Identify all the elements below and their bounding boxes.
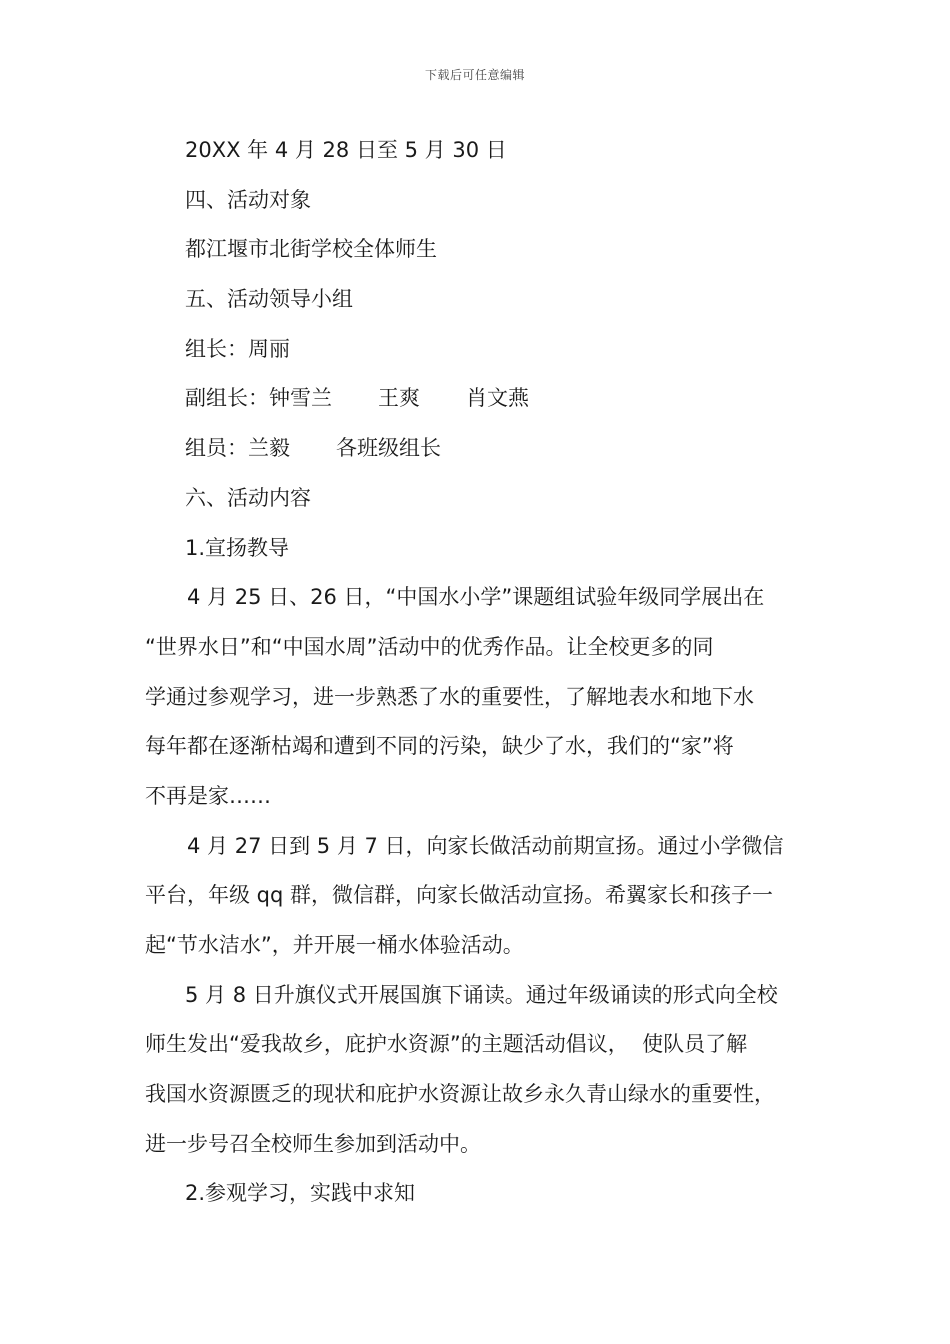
deputy-2: 王爽 [378, 386, 420, 411]
para1-line: 不再是家…… [145, 783, 271, 808]
section4-body: 都江堰市北街学校全体师生 [185, 237, 437, 262]
section4-title: 四、活动对象 [185, 187, 311, 212]
para1-line: 4 月 25 日、26 日，“中国水小学”课题组试验年级同学展出在 [187, 585, 765, 610]
deputy-line [145, 374, 810, 424]
para3-line: 进一步号召全校师生参加到活动中。 [145, 1131, 481, 1156]
para3-line: 5 月 8 日升旗仪式开展国旗下诵读。通过年级诵读的形式向全校 [185, 982, 778, 1007]
para3-line: 我国水资源匮乏的现状和庇护水资源让故乡永久青山绿水的重要性， [145, 1082, 775, 1107]
para1-line: 每年都在逐渐枯竭和遭到不同的污染，缺少了水，我们的“家”将 [145, 734, 734, 759]
item1-title: 1.宣扬教导 [185, 535, 290, 560]
deputy-label: 副组长：钟雪兰 [185, 386, 332, 411]
para2-line: 起“节水洁水”，并开展一桶水体验活动。 [145, 933, 524, 957]
members-2: 各班级组长 [336, 436, 441, 461]
date-range: 20XX 年 4 月 28 日至 5 月 30 日 [185, 138, 507, 162]
para2-line: 平台，年级 qq 群，微信群，向家长做活动宣扬。希翼家长和孩子一 [145, 883, 774, 908]
members-label: 组员：兰毅 [185, 436, 290, 461]
leader-line: 组长：周丽 [185, 336, 290, 361]
para2-line: 4 月 27 日到 5 月 7 日，向家长做活动前期宣扬。通过小学微信 [187, 833, 784, 858]
para3-line: 师生发出“爱我故乡，庇护水资源”的主题活动倡议， 使队员了解 [145, 1032, 748, 1057]
para1-line: 学通过参观学习，进一步熟悉了水的重要性，了解地表水和地下水 [145, 684, 754, 709]
header-note: 下载后可任意编辑 [424, 68, 525, 82]
members-line [145, 424, 810, 474]
deputy-3: 肖文燕 [466, 386, 529, 411]
para1-line: “世界水日”和“中国水周”活动中的优秀作品。让全校更多的同 [145, 634, 714, 659]
item2-title: 2.参观学习，实践中求知 [185, 1181, 416, 1206]
document-body [145, 126, 810, 1219]
section5-title: 五、活动领导小组 [185, 287, 353, 312]
section6-title: 六、活动内容 [185, 485, 311, 510]
